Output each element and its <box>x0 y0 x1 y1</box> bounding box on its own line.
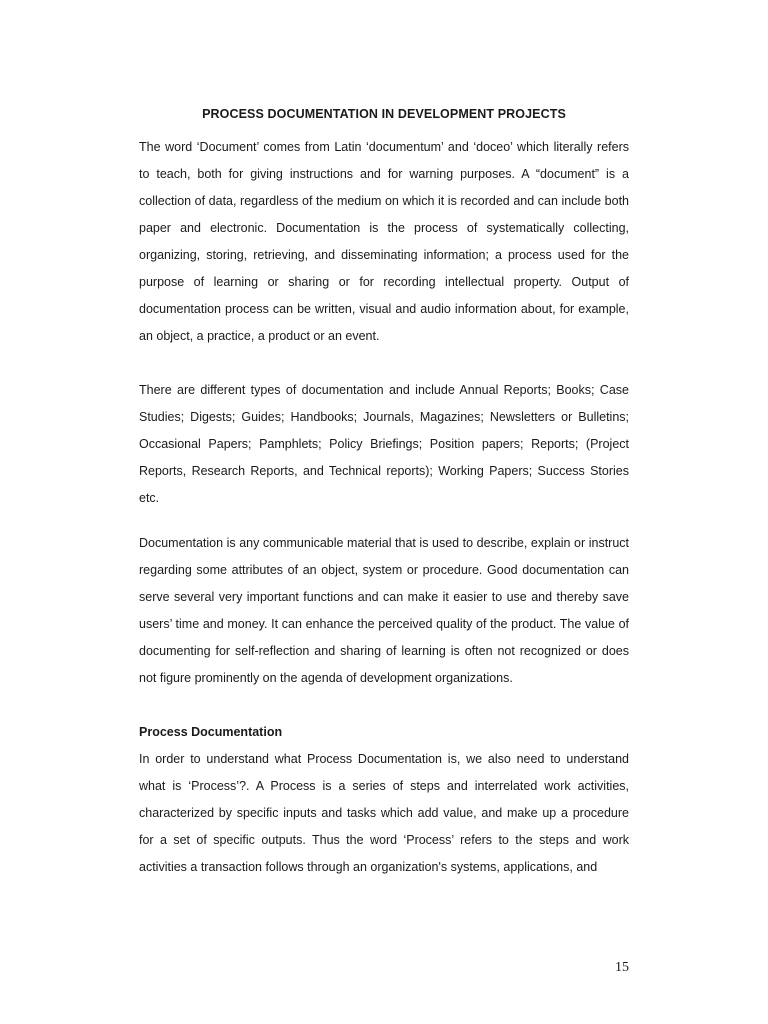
paragraph-spacer <box>139 350 629 377</box>
document-title: PROCESS DOCUMENTATION IN DEVELOPMENT PROJECTS <box>202 107 566 121</box>
paragraph-documentation-types: There are different types of documentation and include Annual Reports; Books; Case Studies; Digests; Guides; Handbooks; Journals, Magazines; Newsletters or Bulletins; Occasional Papers; Pamphlets; Policy Briefings; Position papers; Reports; (Project Reports, Research Reports, and Technical reports); Working Papers; Success Stories etc. <box>139 383 629 505</box>
paragraph-spacer <box>139 692 629 719</box>
page-content <box>139 104 629 881</box>
section-heading: Process Documentation <box>139 725 283 739</box>
paragraph-process-definition: In order to understand what Process Documentation is, we also need to understand what is ‘Process’?. A Process is a series of steps and interrelated work activities, characterized by specific inputs and tasks which add value, and make up a procedure for a set of specific outputs. Thus the word ‘Process’ refers to the steps and work activities a transaction follows through an organization's systems, applications, and <box>139 752 629 874</box>
paragraph-spacer <box>139 512 629 530</box>
paragraph-document-definition: The word ‘Document’ comes from Latin ‘documentum’ and ‘doceo’ which literally refers to teach, both for giving instructions and for warning purposes. A “document” is a collection of data, regardless of the medium on which it is recorded and can include both paper and electronic. Documentation is the process of systematically collecting, organizing, storing, retrieving, and disseminating information; a process used for the purpose of learning or sharing or for recording intellectual property. Output of documentation process can be written, visual and audio information about, for example, an object, a practice, a product or an event. <box>139 140 629 343</box>
page-number: 15 <box>615 960 629 975</box>
paragraph-documentation-purpose: Documentation is any communicable material that is used to describe, explain or instruct regarding some attributes of an object, system or procedure. Good documentation can serve several very important functions and can make it easier to use and thereby save users’ time and money. It can enhance the perceived quality of the product. The value of documenting for self-reflection and sharing of learning is often not recognized or does not figure prominently on the agenda of development organizations. <box>139 536 629 685</box>
